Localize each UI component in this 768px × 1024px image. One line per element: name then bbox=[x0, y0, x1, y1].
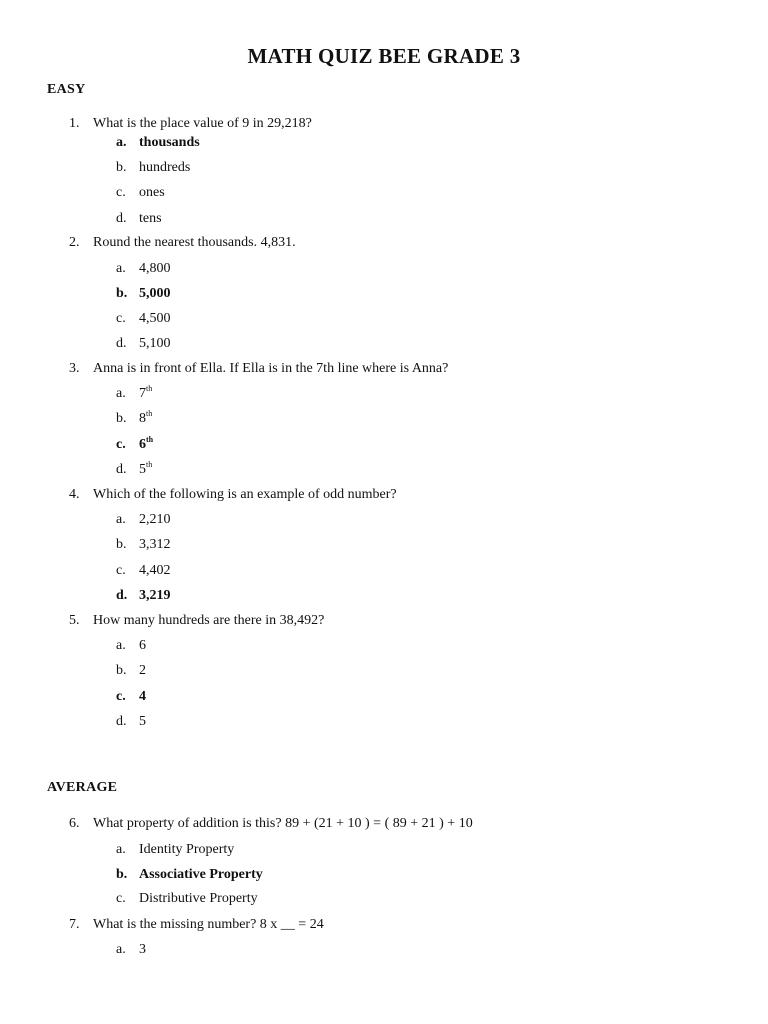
option-letter: b. bbox=[116, 867, 128, 882]
option-superscript: th bbox=[146, 460, 153, 469]
option-letter: b. bbox=[116, 286, 128, 301]
answer-option bbox=[116, 942, 146, 958]
question-6 bbox=[69, 816, 473, 832]
answer-option bbox=[116, 211, 162, 227]
option-letter: a. bbox=[116, 842, 126, 857]
answer-option bbox=[116, 563, 171, 579]
option-letter: c. bbox=[116, 437, 126, 452]
option-letter: a. bbox=[116, 386, 126, 401]
option-letter: d. bbox=[116, 336, 127, 351]
question-text: Anna is in front of Ella. If Ella is in the 7th line where is Anna? bbox=[93, 361, 449, 376]
question-number: 7. bbox=[69, 917, 80, 932]
question-number: 5. bbox=[69, 613, 80, 628]
question-text: Round the nearest thousands. 4,831. bbox=[93, 235, 296, 250]
question-text: What property of addition is this? 89 + (21 + 10 ) = ( 89 + 21 ) + 10 bbox=[93, 816, 473, 831]
option-text: 4,500 bbox=[139, 311, 171, 326]
option-text: 5 bbox=[139, 714, 146, 729]
option-text: Distributive Property bbox=[139, 891, 258, 906]
section-heading-average: AVERAGE bbox=[47, 780, 118, 795]
option-text: ones bbox=[139, 185, 165, 200]
option-text: tens bbox=[139, 211, 162, 226]
question-1 bbox=[69, 116, 312, 132]
option-letter: d. bbox=[116, 462, 127, 477]
option-letter: a. bbox=[116, 135, 127, 150]
question-3 bbox=[69, 361, 448, 377]
option-letter: c. bbox=[116, 311, 126, 326]
option-letter: a. bbox=[116, 942, 126, 957]
answer-option-correct bbox=[116, 867, 263, 883]
option-text: 3,219 bbox=[139, 588, 171, 603]
option-text: 7 bbox=[139, 386, 146, 401]
option-letter: c. bbox=[116, 689, 126, 704]
question-number: 3. bbox=[69, 361, 80, 376]
answer-option bbox=[116, 663, 146, 679]
page-title: MATH QUIZ BEE GRADE 3 bbox=[247, 44, 521, 68]
option-text: Identity Property bbox=[139, 842, 235, 857]
answer-option bbox=[116, 386, 152, 402]
answer-option bbox=[116, 891, 258, 907]
option-text: 5,000 bbox=[139, 286, 171, 301]
answer-option bbox=[116, 512, 171, 528]
option-superscript: th bbox=[146, 384, 153, 393]
question-text: What is the missing number? 8 x __ = 24 bbox=[93, 917, 324, 932]
option-text: Associative Property bbox=[139, 867, 263, 882]
question-text: Which of the following is an example of odd number? bbox=[93, 487, 397, 502]
answer-option bbox=[116, 537, 171, 553]
answer-option-correct bbox=[116, 588, 171, 604]
option-letter: d. bbox=[116, 588, 128, 603]
option-text: 6 bbox=[139, 638, 146, 653]
option-superscript: th bbox=[146, 409, 153, 418]
option-letter: b. bbox=[116, 160, 127, 175]
answer-option bbox=[116, 462, 152, 478]
option-text: 3,312 bbox=[139, 537, 171, 552]
option-letter: a. bbox=[116, 261, 126, 276]
section-heading-easy: EASY bbox=[47, 82, 86, 97]
option-text: 4,402 bbox=[139, 563, 171, 578]
option-letter: b. bbox=[116, 537, 127, 552]
answer-option bbox=[116, 160, 190, 176]
option-text: 2 bbox=[139, 663, 146, 678]
option-letter: c. bbox=[116, 185, 126, 200]
answer-option bbox=[116, 638, 146, 654]
answer-option bbox=[116, 185, 165, 201]
question-7 bbox=[69, 917, 324, 933]
option-text: 8 bbox=[139, 411, 146, 426]
answer-option bbox=[116, 336, 171, 352]
question-number: 2. bbox=[69, 235, 80, 250]
question-number: 1. bbox=[69, 116, 80, 131]
option-letter: d. bbox=[116, 714, 127, 729]
question-number: 4. bbox=[69, 487, 80, 502]
question-5 bbox=[69, 613, 324, 629]
option-letter: d. bbox=[116, 211, 127, 226]
option-text: 3 bbox=[139, 942, 146, 957]
answer-option-correct bbox=[116, 286, 171, 302]
answer-option bbox=[116, 411, 152, 427]
option-text: 4 bbox=[139, 689, 146, 704]
answer-option bbox=[116, 842, 234, 858]
question-text: How many hundreds are there in 38,492? bbox=[93, 613, 325, 628]
option-letter: c. bbox=[116, 563, 126, 578]
option-text: 5,100 bbox=[139, 336, 171, 351]
option-letter: a. bbox=[116, 638, 126, 653]
answer-option-correct bbox=[116, 689, 146, 705]
answer-option bbox=[116, 311, 171, 327]
option-text: 6 bbox=[139, 437, 146, 452]
option-text: 2,210 bbox=[139, 512, 171, 527]
option-text: 5 bbox=[139, 462, 146, 477]
option-text: thousands bbox=[139, 135, 200, 150]
question-2 bbox=[69, 235, 296, 251]
question-text: What is the place value of 9 in 29,218? bbox=[93, 116, 312, 131]
option-text: hundreds bbox=[139, 160, 191, 175]
option-text: 4,800 bbox=[139, 261, 171, 276]
option-letter: a. bbox=[116, 512, 126, 527]
answer-option-correct bbox=[116, 135, 200, 151]
option-letter: b. bbox=[116, 411, 127, 426]
answer-option-correct bbox=[116, 437, 153, 453]
option-letter: c. bbox=[116, 891, 126, 906]
question-number: 6. bbox=[69, 816, 80, 831]
answer-option bbox=[116, 261, 171, 277]
question-4 bbox=[69, 487, 397, 503]
option-superscript: th bbox=[146, 435, 154, 444]
answer-option bbox=[116, 714, 146, 730]
option-letter: b. bbox=[116, 663, 127, 678]
